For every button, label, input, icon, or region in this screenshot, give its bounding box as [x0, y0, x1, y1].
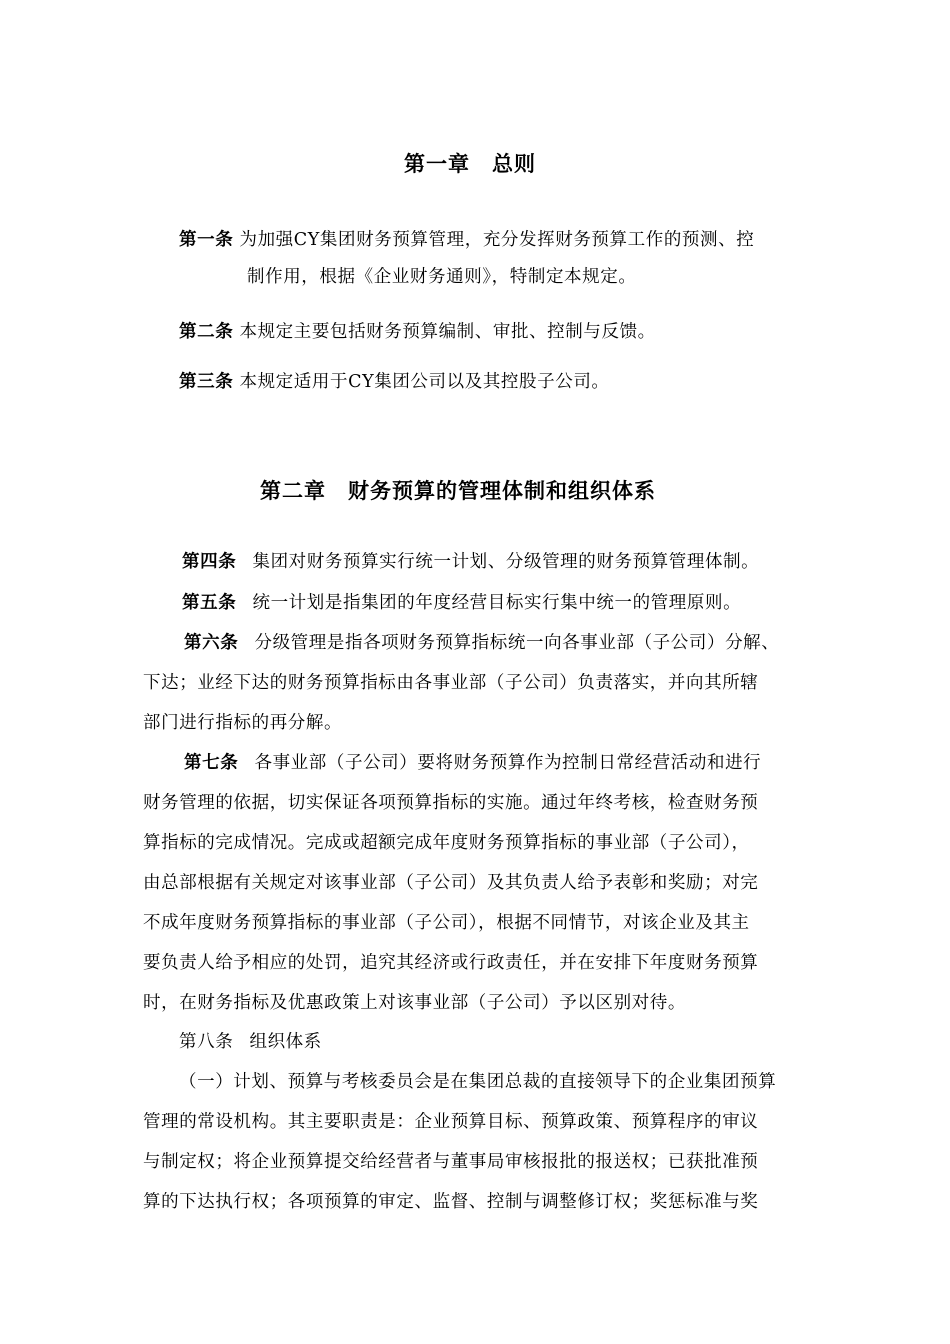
article-6-text-line-3: 部门进行指标的再分解。 — [143, 713, 343, 733]
article-5-label: 第五条 — [182, 593, 237, 613]
article-7-text-line-7: 时，在财务指标及优惠政策上对该事业部（子公司）予以区别对待。 — [143, 993, 686, 1013]
article-1 — [179, 228, 754, 252]
article-3-text: 本规定适用于CY集团公司以及其控股子公司。 — [239, 372, 610, 392]
article-6-text-line-1: 分级管理是指各项财务预算指标统一向各事业部（子公司）分解、 — [254, 633, 780, 653]
article-3 — [179, 370, 610, 394]
article-5-text: 统一计划是指集团的年度经营目标实行集中统一的管理原则。 — [252, 593, 742, 613]
article-7 — [184, 751, 761, 775]
article-6-label: 第六条 — [184, 633, 239, 653]
article-7-text-line-2: 财务管理的依据，切实保证各项预算指标的实施。通过年终考核，检查财务预 — [143, 793, 759, 813]
article-2-text: 本规定主要包括财务预算编制、审批、控制与反馈。 — [239, 322, 656, 342]
article-1-label: 第一条 — [179, 230, 234, 250]
article-7-text-line-5: 不成年度财务预算指标的事业部（子公司），根据不同情节，对该企业及其主 — [143, 913, 750, 933]
article-5 — [182, 591, 741, 615]
article-7-text-line-3: 算指标的完成情况。完成或超额完成年度财务预算指标的事业部（子公司）， — [143, 833, 750, 853]
chapter-1-title: 第一章 总则 — [404, 152, 536, 176]
article-1-text-line-2: 制作用，根据《企业财务通则》，特制定本规定。 — [247, 267, 637, 287]
item-1-text-line-1: （一）计划、预算与考核委员会是在集团总裁的直接领导下的企业集团预算 — [179, 1072, 777, 1092]
article-1-text-line-1: 为加强CY集团财务预算管理，充分发挥财务预算工作的预测、控 — [239, 230, 755, 250]
article-7-text-line-4: 由总部根据有关规定对该事业部（子公司）及其负责人给予表彰和奖励；对完 — [143, 873, 759, 893]
article-4 — [182, 550, 759, 574]
article-7-label: 第七条 — [184, 753, 239, 773]
article-2 — [179, 320, 656, 344]
article-4-label: 第四条 — [182, 552, 237, 572]
article-7-text-line-6: 要负责人给予相应的处罚，追究其经济或行政责任，并在安排下年度财务预算 — [143, 953, 759, 973]
article-8-text: 组织体系 — [249, 1032, 322, 1052]
chapter-2-title: 第二章 财务预算的管理体制和组织体系 — [260, 479, 656, 503]
article-8-label: 第八条 — [179, 1032, 234, 1052]
article-2-label: 第二条 — [179, 322, 234, 342]
article-6-text-line-2: 下达；业经下达的财务预算指标由各事业部（子公司）负责落实，并向其所辖 — [143, 673, 759, 693]
item-1-text-line-4: 算的下达执行权；各项预算的审定、监督、控制与调整修订权；奖惩标准与奖 — [143, 1192, 759, 1212]
item-1-text-line-2: 管理的常设机构。其主要职责是：企业预算目标、预算政策、预算程序的审议 — [143, 1112, 759, 1132]
article-6 — [184, 631, 779, 655]
article-4-text: 集团对财务预算实行统一计划、分级管理的财务预算管理体制。 — [252, 552, 760, 572]
article-8 — [179, 1030, 322, 1054]
article-3-label: 第三条 — [179, 372, 234, 392]
item-1-text-line-3: 与制定权；将企业预算提交给经营者与董事局审核报批的报送权；已获批准预 — [143, 1152, 759, 1172]
article-7-text-line-1: 各事业部（子公司）要将财务预算作为控制日常经营活动和进行 — [254, 753, 762, 773]
